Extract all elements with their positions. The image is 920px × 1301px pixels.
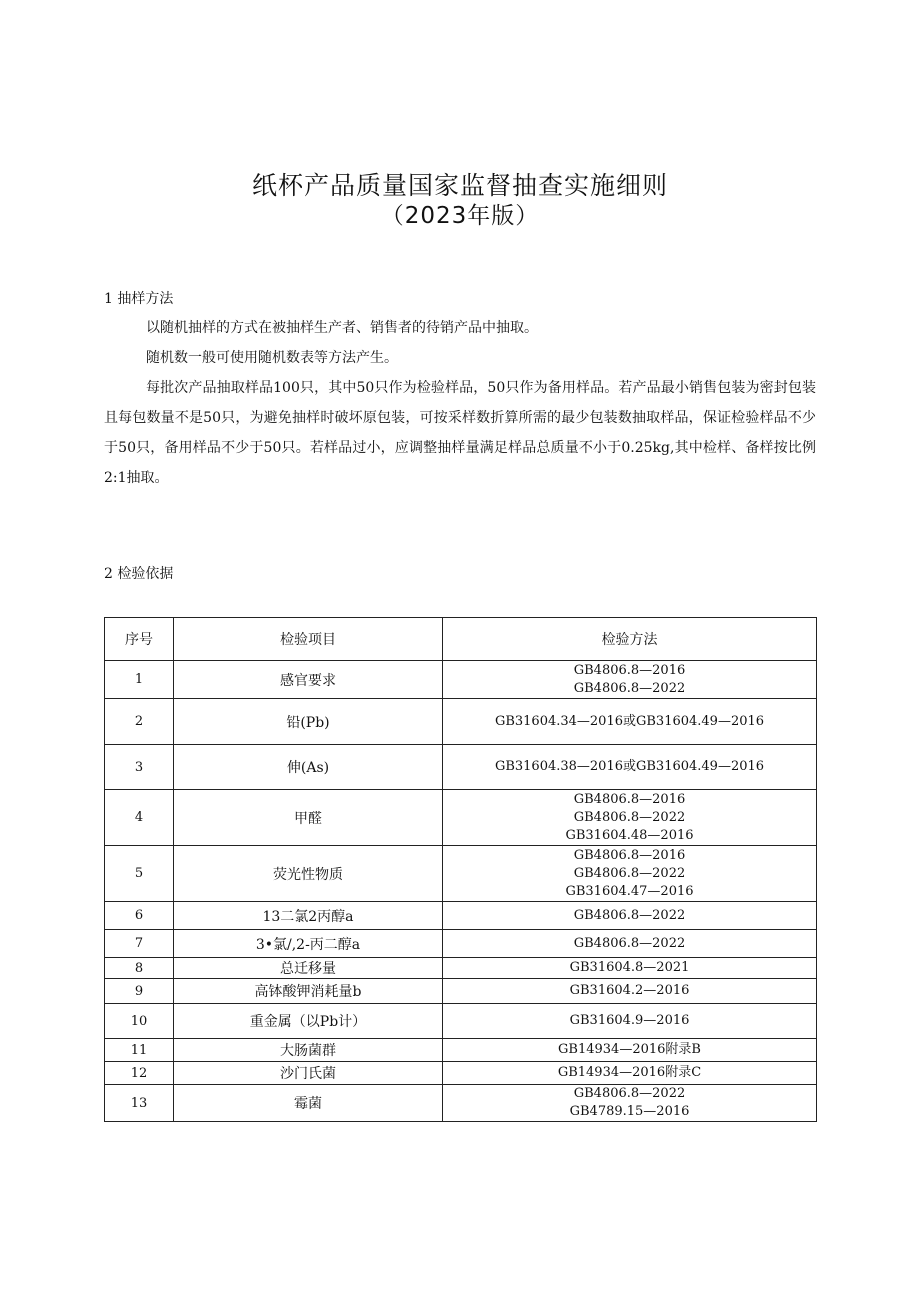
document-title: 纸杯产品质量国家监督抽查实施细则 bbox=[251, 171, 668, 200]
row-number: 2 bbox=[105, 699, 174, 745]
table-row bbox=[105, 902, 817, 930]
row-number: 1 bbox=[105, 661, 174, 699]
inspection-item: 沙门氏菌 bbox=[174, 1062, 443, 1085]
inspection-method bbox=[443, 1062, 817, 1085]
inspection-method bbox=[443, 846, 817, 902]
inspection-method bbox=[443, 745, 817, 790]
table-row bbox=[105, 930, 817, 958]
method-line: GB14934—2016附录C bbox=[557, 1065, 702, 1080]
section-1-body bbox=[104, 313, 816, 493]
method-line: GB4789.15—2016 bbox=[569, 1104, 690, 1119]
table-row bbox=[105, 1039, 817, 1062]
method-line: GB4806.8—2022 bbox=[573, 680, 686, 696]
inspection-method bbox=[443, 1039, 817, 1062]
row-number: 11 bbox=[105, 1039, 174, 1062]
method-line: GB4806.8—2022 bbox=[573, 907, 686, 923]
table-body bbox=[105, 661, 817, 1122]
section-2-heading: 2 检验依据 bbox=[104, 566, 174, 582]
inspection-method bbox=[443, 699, 817, 745]
inspection-item: 13二氯2丙醇a bbox=[174, 902, 443, 930]
inspection-method bbox=[443, 1085, 817, 1122]
table-row bbox=[105, 979, 817, 1004]
method-line: GB31604.34—2016或GB31604.49—2016 bbox=[494, 713, 765, 729]
method-line: GB4806.8—2022 bbox=[573, 1086, 686, 1101]
inspection-table bbox=[104, 617, 817, 1122]
inspection-item: 甲醛 bbox=[174, 790, 443, 846]
inspection-item: 重金属（以Pb计） bbox=[174, 1004, 443, 1039]
header-method: 检验方法 bbox=[443, 618, 817, 661]
inspection-item: 荧光性物质 bbox=[174, 846, 443, 902]
method-line: GB31604.48—2016 bbox=[565, 827, 694, 843]
method-line: GB31604.38—2016或GB31604.49—2016 bbox=[494, 759, 765, 774]
table-row bbox=[105, 958, 817, 979]
row-number: 4 bbox=[105, 790, 174, 846]
inspection-item: 伸(As) bbox=[174, 745, 443, 790]
inspection-method bbox=[443, 661, 817, 699]
method-line: GB31604.9—2016 bbox=[569, 1013, 690, 1028]
header-item: 检验项目 bbox=[174, 618, 443, 661]
method-line: GB14934—2016附录B bbox=[558, 1042, 701, 1057]
table-row bbox=[105, 745, 817, 790]
table-row bbox=[105, 790, 817, 846]
inspection-item: 3•氯/,2-丙二醇a bbox=[174, 930, 443, 958]
row-number: 6 bbox=[105, 902, 174, 930]
row-number: 9 bbox=[105, 979, 174, 1004]
document-subtitle: （2023年版） bbox=[380, 203, 540, 229]
inspection-method bbox=[443, 958, 817, 979]
row-number: 10 bbox=[105, 1004, 174, 1039]
row-number: 3 bbox=[105, 745, 174, 790]
row-number: 5 bbox=[105, 846, 174, 902]
inspection-item: 铅(Pb) bbox=[174, 699, 443, 745]
table-header-row bbox=[105, 618, 817, 661]
row-number: 7 bbox=[105, 930, 174, 958]
table-row bbox=[105, 1004, 817, 1039]
method-line: GB31604.8—2021 bbox=[569, 960, 690, 975]
inspection-method bbox=[443, 1004, 817, 1039]
table-row bbox=[105, 1062, 817, 1085]
table-row bbox=[105, 661, 817, 699]
method-line: GB31604.2—2016 bbox=[569, 983, 690, 998]
method-line: GB4806.8—2016 bbox=[573, 847, 686, 863]
method-line: GB4806.8—2016 bbox=[573, 662, 686, 678]
inspection-method bbox=[443, 902, 817, 930]
table-row bbox=[105, 699, 817, 745]
inspection-method bbox=[443, 930, 817, 958]
paragraph: 以随机抽样的方式在被抽样生产者、销售者的待销产品中抽取。 bbox=[146, 320, 538, 336]
method-line: GB4806.8—2016 bbox=[573, 791, 686, 807]
method-line: GB4806.8—2022 bbox=[573, 865, 686, 881]
method-line: GB4806.8—2022 bbox=[573, 935, 686, 951]
method-line: GB31604.47—2016 bbox=[565, 883, 694, 899]
row-number: 8 bbox=[105, 958, 174, 979]
section-1-heading: 1 抽样方法 bbox=[104, 291, 174, 307]
inspection-item: 大肠菌群 bbox=[174, 1039, 443, 1062]
method-line: GB4806.8—2022 bbox=[573, 809, 686, 825]
row-number: 12 bbox=[105, 1062, 174, 1085]
inspection-item: 总迁移量 bbox=[174, 958, 443, 979]
header-no: 序号 bbox=[105, 618, 174, 661]
table-row bbox=[105, 1085, 817, 1122]
row-number: 13 bbox=[105, 1085, 174, 1122]
paragraph: 每批次产品抽取样品100只，其中50只作为检验样品，50只作为备用样品。若产品最小销售包装为密封包装且每包数量不是50只，为避免抽样时破坏原包装，可按采样数折算所需的最少包装数抽取样品，保证检验样品不少于50只，备用样品不少于50只。若样品过小，应调整抽样量满足样品总质量不小于0.25kg,其中检样、备样按比例2:1抽取。 bbox=[104, 380, 816, 486]
paragraph: 随机数一般可使用随机数表等方法产生。 bbox=[146, 350, 398, 366]
inspection-method bbox=[443, 790, 817, 846]
inspection-item: 霉菌 bbox=[174, 1085, 443, 1122]
inspection-item: 感官要求 bbox=[174, 661, 443, 699]
inspection-item: 高钵酸钾消耗量b bbox=[174, 979, 443, 1004]
inspection-method bbox=[443, 979, 817, 1004]
table-row bbox=[105, 846, 817, 902]
